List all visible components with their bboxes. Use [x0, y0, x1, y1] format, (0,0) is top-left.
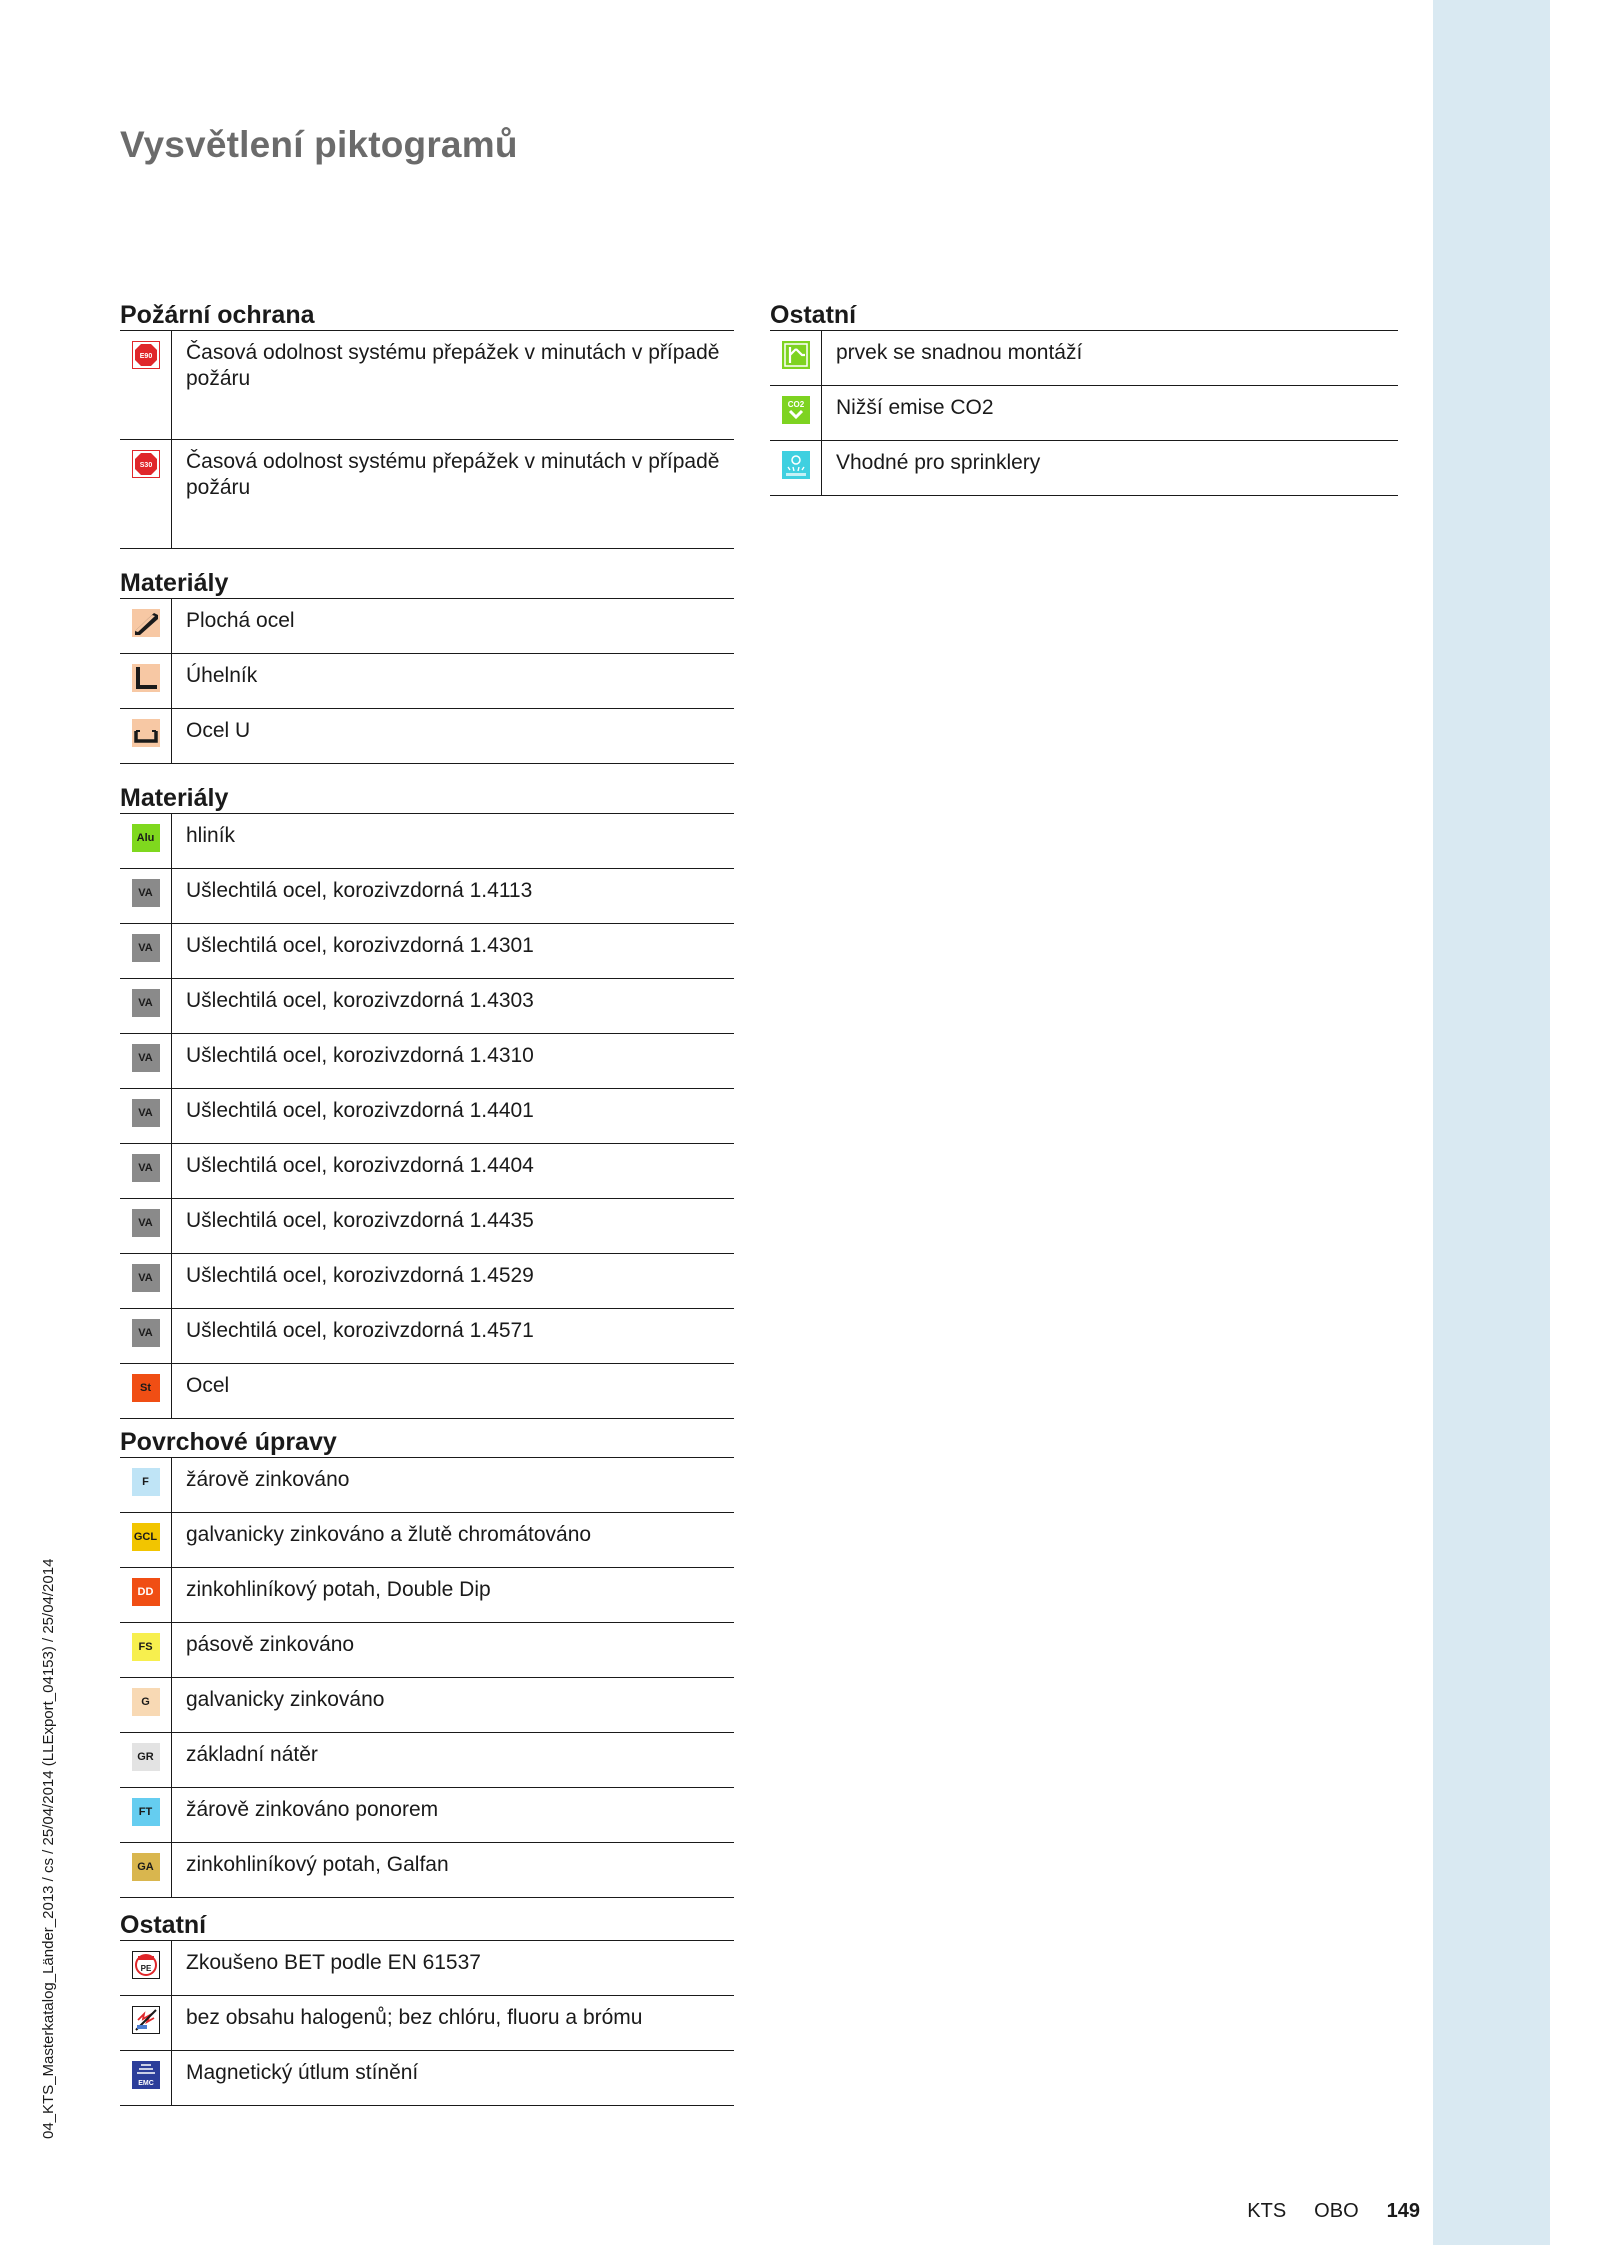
- legend-row: [120, 1941, 734, 1996]
- section-heading: Ostatní: [770, 300, 857, 329]
- badge-gcl-icon: GCL: [132, 1523, 160, 1551]
- legend-row: [120, 1144, 734, 1199]
- legend-row: [120, 1199, 734, 1254]
- badge-f-icon: F: [132, 1468, 160, 1496]
- badge-va-icon: VA: [132, 1209, 160, 1237]
- legend-text: Ušlechtilá ocel, korozivzdorná 1.4404: [186, 1154, 534, 1177]
- badge-va-icon: VA: [132, 879, 160, 907]
- legend-row: [120, 1034, 734, 1089]
- flat-steel-icon: [132, 609, 160, 637]
- section-fire-protection: [120, 292, 734, 549]
- halogen-free-icon: [132, 2006, 160, 2034]
- legend-text: Ušlechtilá ocel, korozivzdorná 1.4301: [186, 934, 534, 957]
- legend-text: Ušlechtilá ocel, korozivzdorná 1.4571: [186, 1319, 534, 1342]
- badge-ft-icon: FT: [132, 1798, 160, 1826]
- legend-text: Ušlechtilá ocel, korozivzdorná 1.4529: [186, 1264, 534, 1287]
- legend-row: [120, 2051, 734, 2106]
- legend-text: zinkohliníkový potah, Galfan: [186, 1853, 449, 1876]
- easy-assembly-icon: [782, 341, 810, 369]
- badge-va-icon: VA: [132, 1154, 160, 1182]
- legend-text: hliník: [186, 824, 236, 847]
- section-surface-finish: [120, 1419, 734, 1898]
- svg-text:EMC: EMC: [137, 2080, 154, 2087]
- legend-text: galvanicky zinkováno a žlutě chromátováno: [186, 1523, 592, 1546]
- badge-dd-icon: DD: [132, 1578, 160, 1606]
- legend-row: [120, 1513, 734, 1568]
- badge-gr-icon: GR: [132, 1743, 160, 1771]
- legend-text: zinkohliníkový potah, Double Dip: [186, 1578, 491, 1601]
- badge-alu-icon: Alu: [132, 824, 160, 852]
- badge-va-icon: VA: [132, 1319, 160, 1347]
- legend-text: Ušlechtilá ocel, korozivzdorná 1.4303: [186, 989, 534, 1012]
- badge-va-icon: VA: [132, 1099, 160, 1127]
- legend-row: [120, 1733, 734, 1788]
- legend-text: bez obsahu halogenů; bez chlóru, fluoru a brómu: [186, 2006, 643, 2029]
- legend-row: [120, 440, 734, 549]
- page-number: 149: [1386, 2200, 1420, 2222]
- footer-brand-obo: OBO: [1314, 2200, 1359, 2222]
- legend-text: galvanicky zinkováno: [186, 1688, 385, 1711]
- svg-text:E90: E90: [139, 353, 152, 360]
- right-margin-band: [1433, 0, 1550, 2245]
- badge-va-icon: VA: [132, 989, 160, 1017]
- legend-text: Plochá ocel: [186, 609, 295, 632]
- badge-st-icon: St: [132, 1374, 160, 1402]
- section-heading: Materiály: [120, 568, 229, 597]
- legend-text: Ocel U: [186, 719, 251, 742]
- legend-row: [120, 979, 734, 1034]
- legend-row: [120, 331, 734, 440]
- legend-row: [120, 814, 734, 869]
- legend-text: žárově zinkováno ponorem: [186, 1798, 439, 1821]
- legend-row: [770, 386, 1398, 441]
- section-heading: Požární ochrana: [120, 300, 315, 329]
- badge-fs-icon: FS: [132, 1633, 160, 1661]
- legend-text: Zkoušeno BET podle EN 61537: [186, 1951, 481, 1974]
- catalog-export-note: 04_KTS_Masterkatalog_Länder_2013 / cs / 25/04/2014 (LLExport_04153) / 25/04/2014: [40, 1558, 57, 2139]
- legend-text: Časová odolnost systému přepážek v minutách v případě požáru: [186, 341, 720, 390]
- footer-brand-kts: KTS: [1247, 2200, 1287, 2222]
- legend-row: [770, 331, 1398, 386]
- fire-resistance-90-icon: [132, 341, 160, 369]
- legend-row: [120, 1623, 734, 1678]
- emc-shielding-icon: [132, 2061, 160, 2089]
- legend-row: [120, 1458, 734, 1513]
- badge-va-icon: VA: [132, 1044, 160, 1072]
- legend-row: [120, 1089, 734, 1144]
- section-heading: Ostatní: [120, 1910, 207, 1939]
- legend-row: [120, 1309, 734, 1364]
- page-title: Vysvětlení piktogramů: [120, 124, 518, 165]
- page-footer: [1247, 2200, 1420, 2223]
- u-channel-icon: [132, 719, 160, 747]
- svg-text:CO2: CO2: [787, 400, 804, 409]
- legend-row: [120, 1254, 734, 1309]
- legend-text: Úhelník: [186, 664, 258, 687]
- legend-text: Magnetický útlum stínění: [186, 2061, 419, 2084]
- legend-text: Nižší emise CO2: [836, 396, 994, 419]
- angle-steel-icon: [132, 664, 160, 692]
- legend-text: Vhodné pro sprinklery: [836, 451, 1041, 474]
- legend-row: [120, 1788, 734, 1843]
- legend-row: [120, 1843, 734, 1898]
- low-co2-icon: [782, 396, 810, 424]
- legend-text: prvek se snadnou montáží: [836, 341, 1083, 364]
- legend-text: základní nátěr: [186, 1743, 318, 1766]
- svg-text:PE: PE: [140, 1964, 151, 1973]
- section-other-left: [120, 1902, 734, 2106]
- badge-va-icon: VA: [132, 1264, 160, 1292]
- legend-row: [120, 1678, 734, 1733]
- legend-row: [120, 709, 734, 764]
- legend-text: pásově zinkováno: [186, 1633, 355, 1656]
- legend-text: Ušlechtilá ocel, korozivzdorná 1.4310: [186, 1044, 534, 1067]
- legend-text: Ušlechtilá ocel, korozivzdorná 1.4401: [186, 1099, 534, 1122]
- section-heading: Materiály: [120, 783, 229, 812]
- legend-row: [120, 1364, 734, 1419]
- legend-row: [120, 869, 734, 924]
- legend-row: [120, 1568, 734, 1623]
- legend-row: [120, 924, 734, 979]
- badge-va-icon: VA: [132, 934, 160, 962]
- legend-text: Ušlechtilá ocel, korozivzdorná 1.4435: [186, 1209, 534, 1232]
- fire-resistance-30-icon: [132, 450, 160, 478]
- legend-text: Ušlechtilá ocel, korozivzdorná 1.4113: [186, 879, 533, 902]
- section-materials-profiles: [120, 560, 734, 764]
- legend-text: Časová odolnost systému přepážek v minutách v případě požáru: [186, 450, 720, 499]
- section-materials: [120, 775, 734, 1419]
- section-heading: Povrchové úpravy: [120, 1427, 337, 1456]
- legend-row: [120, 654, 734, 709]
- svg-text:S30: S30: [139, 462, 152, 469]
- badge-ga-icon: GA: [132, 1853, 160, 1881]
- badge-g-icon: G: [132, 1688, 160, 1716]
- legend-text: Ocel: [186, 1374, 230, 1397]
- bet-tested-icon: [132, 1951, 160, 1979]
- legend-row: [120, 1996, 734, 2051]
- legend-text: žárově zinkováno: [186, 1468, 350, 1491]
- legend-row: [770, 441, 1398, 496]
- legend-row: [120, 599, 734, 654]
- section-other-right: [770, 292, 1398, 496]
- sprinkler-suitable-icon: [782, 451, 810, 479]
